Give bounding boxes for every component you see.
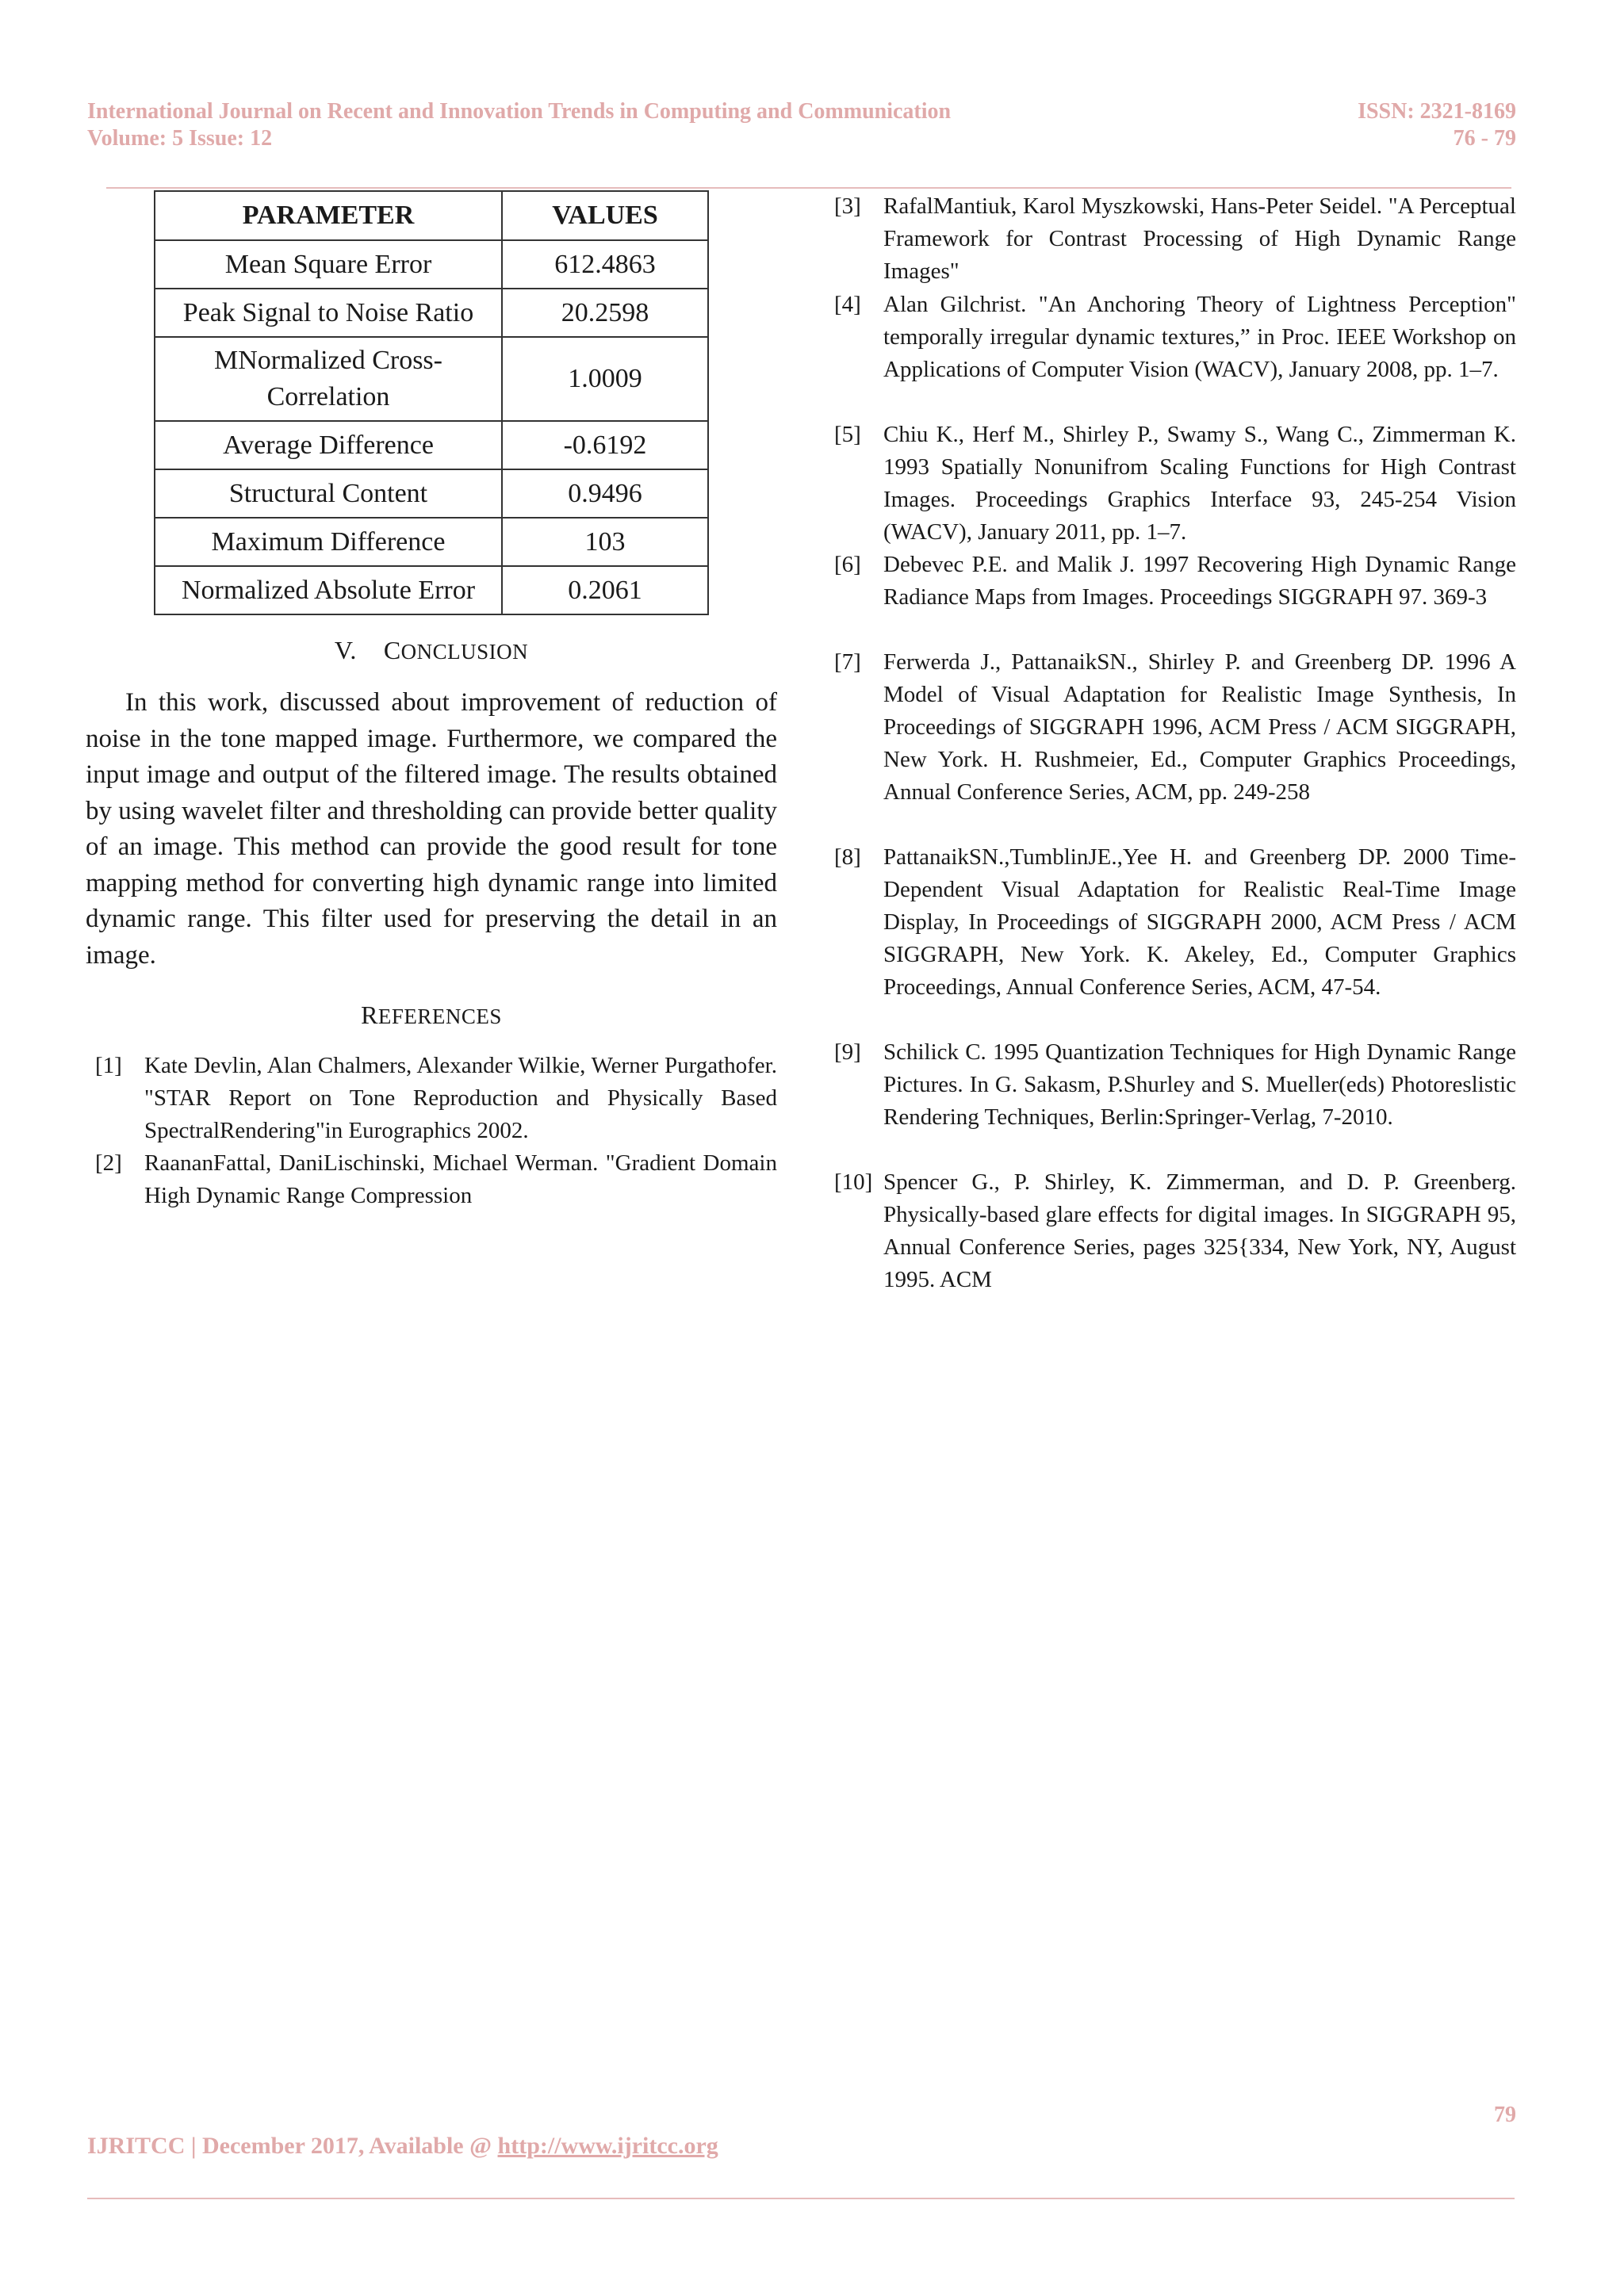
table-cell-parameter [155,337,502,421]
reference-number: [3] [834,193,861,219]
running-header-right [1358,98,1516,152]
table-cell-parameter: Normalized Absolute Error [155,566,502,614]
section-title-rest: EFERENCES [377,1004,502,1028]
table-header-row [155,191,708,240]
reference-text: Ferwerda J., PattanaikSN., Shirley P. and Greenberg DP. 1996 A Model of Visual Adaptation for Realistic Image Synthesis, In Proceedings of SIGGRAPH 1996, ACM Press / ACM SIGGRAPH, New York. H. Rushmeier, Ed., Computer Graphics Proceedings, Annual Conference Series, ACM, pp. 249-258 [883,649,1516,805]
reference-number: [8] [834,844,861,870]
reference-number: [4] [834,292,861,317]
table-cell-parameter: Average Difference [155,421,502,469]
journal-title: International Journal on Recent and Innovation Trends in Computing and Communication [87,99,952,124]
page-range: 76 - 79 [1453,126,1516,151]
table-cell-value: 0.9496 [502,469,708,518]
reference-number: [10] [834,1169,873,1195]
table-row [155,240,708,289]
reference-item [834,289,1516,386]
reference-item [95,1050,777,1147]
table-row [155,421,708,469]
reference-text: RafalMantiuk, Karol Myszkowski, Hans-Peter Seidel. "A Perceptual Framework for Contrast Processing of High Dynamic Range Images" [883,193,1516,284]
table-row [155,518,708,566]
table-cell-parameter: Maximum Difference [155,518,502,566]
references-heading [86,1001,777,1030]
reference-text: RaananFattal, DaniLischinski, Michael Werman. "Gradient Domain High Dynamic Range Compression [144,1150,777,1208]
conclusion-heading [86,636,777,665]
table-cell-value: 1.0009 [502,337,708,421]
section-title-initial: C [383,636,401,664]
table-row [155,566,708,614]
table-cell-parameter-line: MNormalized Cross- [213,346,442,375]
table-cell-parameter: Structural Content [155,469,502,518]
table-row [155,337,708,421]
reference-item [834,190,1516,288]
page-number: 79 [1494,2103,1516,2127]
table-cell-value: 20.2598 [502,289,708,337]
reference-text: Schilick C. 1995 Quantization Techniques for High Dynamic Range Pictures. In G. Sakasm, P.Shurley and S. Mueller(eds) Photoreslistic Rendering Techniques, Berlin:Springer-Verlag, 7-2010. [883,1039,1516,1130]
table-cell-parameter: Peak Signal to Noise Ratio [155,289,502,337]
reference-text: Chiu K., Herf M., Shirley P., Swamy S., Wang C., Zimmerman K. 1993 Spatially Nonunifrom Scaling Functions for High Contrast Images. Proceedings Graphics Interface 93, 245-254 Vision (WACV), January 2011, pp. 1–7. [883,422,1516,545]
reference-number: [7] [834,649,861,675]
reference-text: Alan Gilchrist. "An Anchoring Theory of Lightness Perception" temporally irregular dynamic textures,” in Proc. IEEE Workshop on Applications of Computer Vision (WACV), January 2008, pp. 1–7. [883,292,1516,382]
table-cell-value: 0.2061 [502,566,708,614]
section-title-rest: ONCLUSION [400,640,529,664]
volume-issue: Volume: 5 Issue: 12 [87,126,273,151]
reference-item [834,646,1516,809]
issn: ISSN: 2321-8169 [1358,99,1516,124]
table-row [155,469,708,518]
reference-number: [2] [95,1150,122,1176]
table-cell-value: -0.6192 [502,421,708,469]
conclusion-paragraph: In this work, discussed about improvement of reduction of noise in the tone mapped image. Furthermore, we compared the input image and output of the filtered image. The results obtained by using wavelet filter and thresholding can provide better quality of an image. This method can provide the good result for tone mapping method for converting high dynamic range into limited dynamic range. This filter used for preserving the detail in an image. [86,688,777,970]
reference-item [834,1166,1516,1296]
footer-text [87,2133,718,2160]
table-header-parameter: PARAMETER [155,191,502,240]
reference-item [834,1036,1516,1134]
section-numeral: V. [334,636,357,664]
footer-divider [87,2198,1515,2199]
running-header-left [87,98,951,152]
results-table [154,190,709,615]
table-cell-value: 612.4863 [502,240,708,289]
reference-item [834,549,1516,614]
reference-text: Debevec P.E. and Malik J. 1997 Recovering High Dynamic Range Radiance Maps from Images. Proceedings SIGGRAPH 97. 369-3 [883,552,1516,610]
reference-number: [1] [95,1053,122,1078]
table-header-values: VALUES [502,191,708,240]
reference-item [95,1147,777,1212]
reference-text: Kate Devlin, Alan Chalmers, Alexander Wilkie, Werner Purgathofer. "STAR Report on Tone Reproduction and Physically Based SpectralRendering"in Eurographics 2002. [144,1053,777,1143]
section-title-initial: R [361,1001,378,1029]
reference-item [834,419,1516,549]
header-divider [106,187,1511,189]
table-row [155,289,708,337]
reference-number: [5] [834,422,861,447]
journal-website-link[interactable]: http://www.ijritcc.org [497,2133,718,2159]
reference-text: PattanaikSN.,TumblinJE.,Yee H. and Greenberg DP. 2000 Time-Dependent Visual Adaptation for Realistic Real-Time Image Display, In Proceedings of SIGGRAPH 2000, ACM Press / ACM SIGGRAPH, New York. K. Akeley, Ed., Computer Graphics Proceedings, Annual Conference Series, ACM, 47-54. [883,844,1516,1000]
table-cell-parameter: Mean Square Error [155,240,502,289]
reference-number: [9] [834,1039,861,1065]
table-cell-parameter-line: Correlation [266,382,390,411]
table-cell-value: 103 [502,518,708,566]
footer-label: IJRITCC | December 2017, Available @ [87,2133,498,2159]
reference-text: Spencer G., P. Shirley, K. Zimmerman, and D. P. Greenberg. Physically-based glare effects for digital images. In SIGGRAPH 95, Annual Conference Series, pages 325{334, New York, NY, August 1995. ACM [883,1169,1516,1292]
reference-number: [6] [834,552,861,577]
reference-item [834,841,1516,1004]
